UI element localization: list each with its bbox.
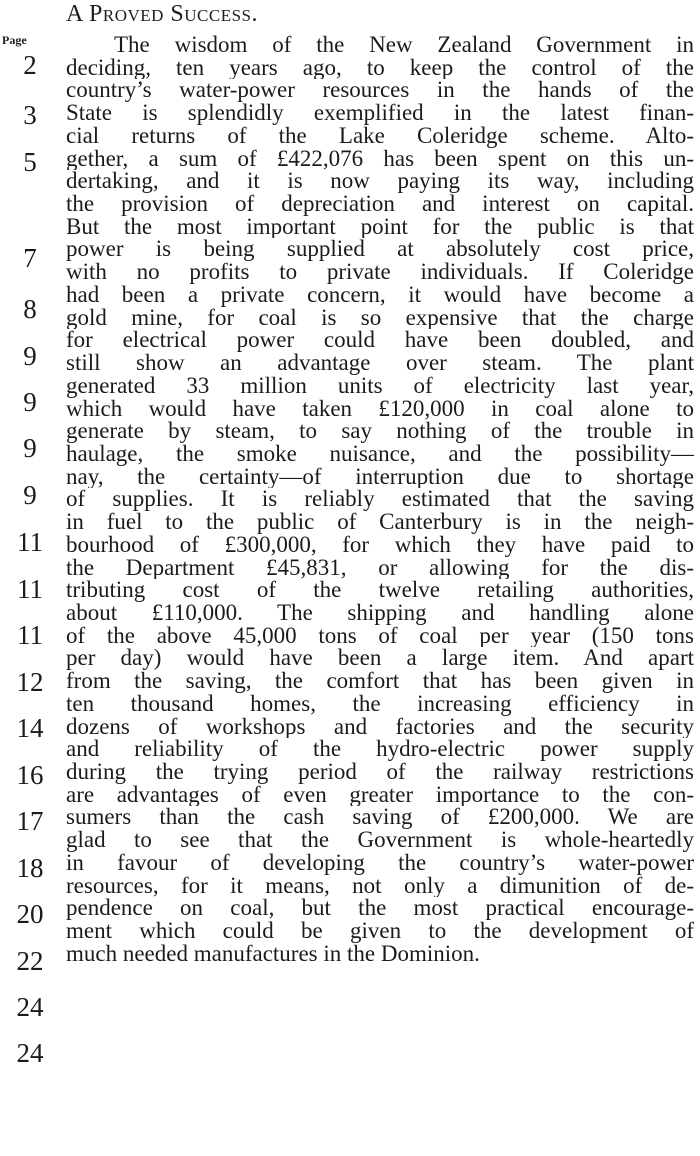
body-line: and reliability of the hydro-electric power supply bbox=[66, 738, 694, 761]
page-number: 16 bbox=[16, 760, 44, 790]
body-line: per day) would have been a large item. And apart bbox=[66, 647, 694, 671]
body-line: ten thousand homes, the increasing efficiency in bbox=[66, 692, 694, 716]
body-line: had been a private concern, it would have become a bbox=[66, 283, 694, 307]
page-number: 9 bbox=[23, 480, 37, 510]
body-line: tributing cost of the twelve retailing authorities, bbox=[66, 579, 694, 602]
body-line: haulage, the smoke nuisance, and the possibility— bbox=[66, 442, 694, 466]
body-line: the provision of depreciation and interest on capital. bbox=[66, 193, 694, 216]
page-number: 17 bbox=[16, 806, 44, 836]
body-line: of supplies. It is reliably estimated that the saving bbox=[66, 488, 694, 512]
body-line: in favour of developing the country’s water-power bbox=[66, 851, 694, 875]
page-number: 11 bbox=[17, 527, 43, 557]
body-line: dozens of workshops and factories and the security bbox=[66, 715, 694, 739]
page-number: 3 bbox=[23, 100, 37, 130]
body-line: sumers than the cash saving of £200,000. We are bbox=[66, 806, 694, 830]
body-line: gether, a sum of £422,076 has been spent on this un- bbox=[66, 147, 694, 171]
body-line: of the above 45,000 tons of coal per year (150 tons bbox=[66, 624, 694, 648]
page-number: 14 bbox=[16, 713, 44, 743]
body-line: power is being supplied at absolutely cost price, bbox=[66, 238, 694, 262]
body-line: with no profits to private individuals. If Coleridge bbox=[66, 261, 694, 284]
body-line: glad to see that the Government is whole-heartedly bbox=[66, 829, 694, 852]
page-number: 9 bbox=[23, 341, 37, 371]
page-number: 5 bbox=[23, 147, 37, 177]
page-number: 20 bbox=[16, 899, 44, 929]
article-heading: A Proved Success. bbox=[66, 1, 259, 27]
body-line: pendence on coal, but the most practical encourage- bbox=[66, 897, 694, 921]
body-line: are advantages of even greater importance to the con- bbox=[66, 783, 694, 807]
body-line: the Department £45,831, or allowing for the dis- bbox=[66, 556, 694, 580]
page-number: 9 bbox=[23, 433, 37, 463]
body-line: bourhood of £300,000, for which they have paid to bbox=[66, 533, 694, 557]
body-line: for electrical power could have been doubled, and bbox=[66, 329, 694, 353]
page-number: 18 bbox=[16, 853, 44, 883]
page-number: 2 bbox=[23, 50, 37, 80]
page-number: 11 bbox=[17, 620, 43, 650]
body-line: But the most important point for the public is that bbox=[66, 215, 694, 239]
article-body bbox=[66, 34, 694, 965]
body-line: in fuel to the public of Canterbury is in the neigh- bbox=[66, 511, 694, 534]
page-number: 24 bbox=[16, 992, 44, 1022]
body-line: during the trying period of the railway restrictions bbox=[66, 761, 694, 784]
page-number: 24 bbox=[16, 1038, 44, 1068]
page-number: 22 bbox=[16, 946, 44, 976]
body-line: country’s water-power resources in the hands of the bbox=[66, 79, 694, 103]
body-line: The wisdom of the New Zealand Government in bbox=[114, 34, 694, 57]
body-line: dertaking, and it is now paying its way, including bbox=[66, 170, 694, 194]
body-line: generated 33 million units of electricity last year, bbox=[66, 374, 694, 398]
body-line: still show an advantage over steam. The plant bbox=[66, 352, 694, 375]
body-line: from the saving, the comfort that has been given in bbox=[66, 670, 694, 693]
body-line: deciding, ten years ago, to keep the control of the bbox=[66, 56, 694, 80]
body-line: cial returns of the Lake Coleridge scheme. Alto- bbox=[66, 124, 694, 148]
page-number: 11 bbox=[17, 574, 43, 604]
body-line: resources, for it means, not only a dimunition of de- bbox=[66, 874, 694, 898]
body-line: much needed manufactures in the Dominion. bbox=[66, 942, 480, 966]
page-number: 9 bbox=[23, 387, 37, 417]
body-line: ment which could be given to the development of bbox=[66, 920, 694, 943]
body-line: State is splendidly exemplified in the latest finan- bbox=[66, 102, 694, 125]
page-number: 7 bbox=[23, 243, 37, 273]
body-line: nay, the certainty—of interruption due to shortage bbox=[66, 465, 694, 489]
page-column-label: Page bbox=[2, 33, 27, 47]
body-line: gold mine, for coal is so expensive that the charge bbox=[66, 306, 694, 330]
body-line: which would have taken £120,000 in coal alone to bbox=[66, 397, 694, 421]
page-number: 8 bbox=[23, 294, 37, 324]
page-number: 12 bbox=[16, 667, 44, 697]
body-line: generate by steam, to say nothing of the trouble in bbox=[66, 420, 694, 443]
body-line: about £110,000. The shipping and handling alone bbox=[66, 601, 694, 625]
